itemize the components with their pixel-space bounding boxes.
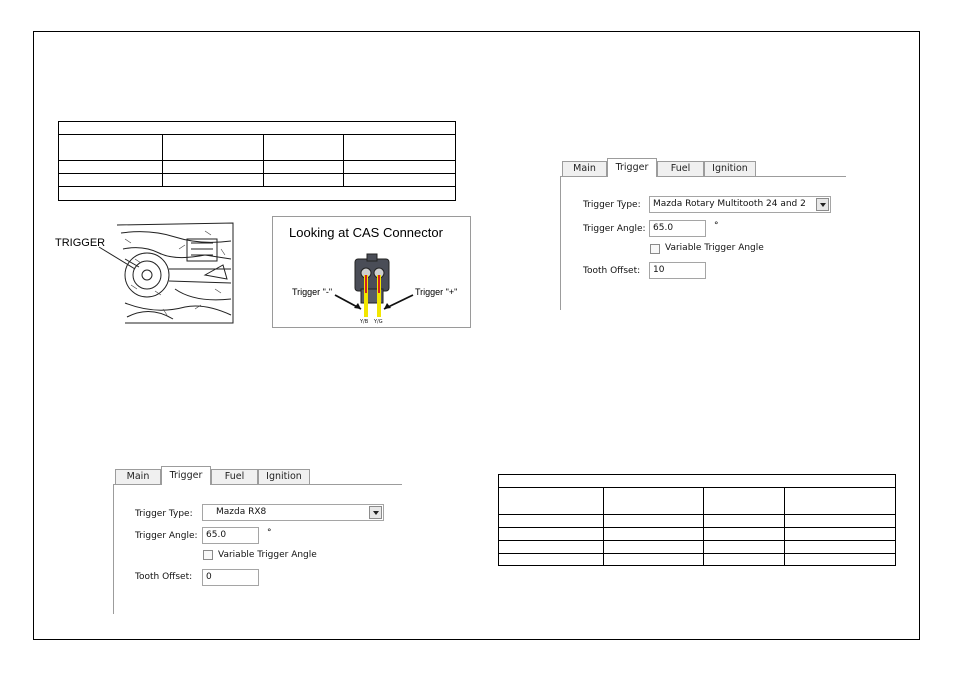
trigger-minus-label: Trigger "-" bbox=[292, 287, 333, 297]
trigger-type-label: Trigger Type: bbox=[135, 509, 193, 519]
pinout-table-top bbox=[58, 121, 456, 201]
engine-trigger-illustration bbox=[55, 219, 235, 325]
tab-trigger[interactable]: Trigger bbox=[607, 158, 657, 177]
trigger-angle-label: Trigger Angle: bbox=[583, 224, 646, 234]
tab-main[interactable]: Main bbox=[115, 469, 161, 484]
tooth-offset-input[interactable]: 10 bbox=[649, 262, 706, 279]
trigger-type-label: Trigger Type: bbox=[583, 200, 641, 210]
dropdown-arrow-icon[interactable] bbox=[816, 198, 829, 211]
tab-fuel[interactable]: Fuel bbox=[657, 161, 704, 176]
trigger-type-value: Mazda Rotary Multitooth 24 and 2 bbox=[653, 199, 806, 209]
pinout-table-bottom bbox=[498, 474, 896, 566]
variable-trigger-checkbox[interactable] bbox=[203, 550, 213, 560]
trigger-type-select[interactable] bbox=[202, 504, 384, 521]
trigger-angle-input[interactable]: 65.0 bbox=[649, 220, 706, 237]
tooth-offset-label: Tooth Offset: bbox=[135, 572, 193, 582]
degree-unit: ° bbox=[267, 528, 272, 538]
trigger-type-value: Mazda RX8 bbox=[216, 507, 267, 517]
trigger-type-select[interactable] bbox=[649, 196, 831, 213]
connector-icon bbox=[355, 254, 389, 303]
variable-trigger-label: Variable Trigger Angle bbox=[218, 550, 317, 560]
pin-label-yg: Y/G bbox=[374, 319, 383, 325]
tab-ignition[interactable]: Ignition bbox=[258, 469, 310, 484]
pin-label-yb: Y/B bbox=[360, 319, 369, 325]
tooth-offset-input[interactable]: 0 bbox=[202, 569, 259, 586]
variable-trigger-label: Variable Trigger Angle bbox=[665, 243, 764, 253]
trigger-callout-label: TRIGGER bbox=[55, 237, 106, 249]
trigger-settings-panel-multitooth bbox=[560, 158, 850, 310]
dropdown-arrow-icon[interactable] bbox=[369, 506, 382, 519]
tab-ignition[interactable]: Ignition bbox=[704, 161, 756, 176]
trigger-plus-label: Trigger "+" bbox=[415, 287, 458, 297]
variable-trigger-checkbox[interactable] bbox=[650, 244, 660, 254]
tooth-offset-label: Tooth Offset: bbox=[583, 266, 641, 276]
degree-unit: ° bbox=[714, 221, 719, 231]
tab-main[interactable]: Main bbox=[562, 161, 607, 176]
tab-fuel[interactable]: Fuel bbox=[211, 469, 258, 484]
cas-connector-diagram bbox=[272, 216, 471, 328]
trigger-angle-input[interactable]: 65.0 bbox=[202, 527, 259, 544]
trigger-angle-label: Trigger Angle: bbox=[135, 531, 198, 541]
tab-trigger[interactable]: Trigger bbox=[161, 466, 211, 485]
trigger-settings-panel-rx8 bbox=[113, 466, 405, 614]
cas-title: Looking at CAS Connector bbox=[289, 225, 443, 240]
